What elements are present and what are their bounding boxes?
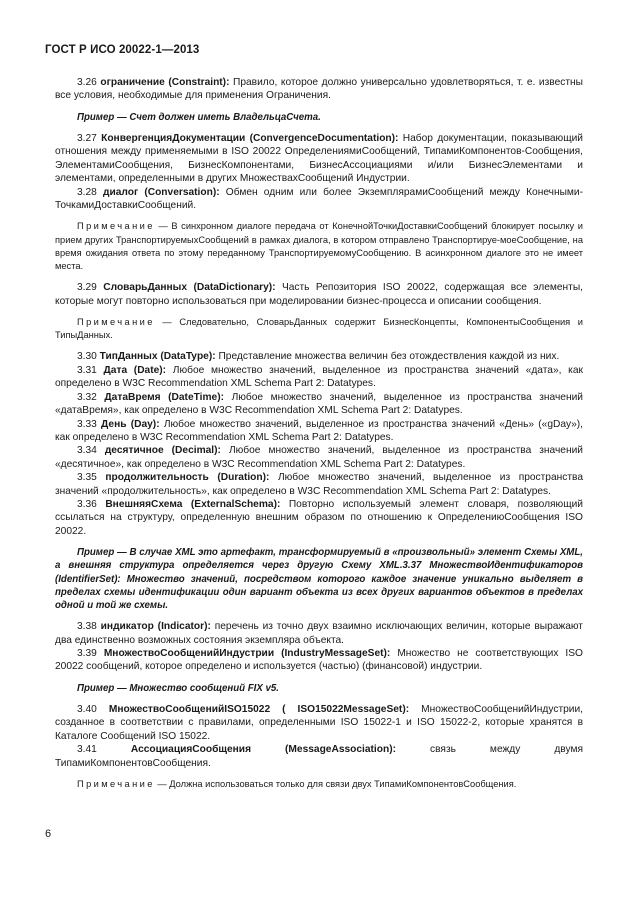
note-label: Примечание [77,221,155,232]
term-day: День (Day): [101,418,160,430]
definition-text: Любое множество значений, выделенное из пространства значений «продолжительность», как определено в W3C Recommendation XML Schema Part 2: Datatypes. [55,472,583,497]
definition-text: Правило, которое должно универсально удовлетворяться, т. е. известны все условия, необходимые для применения Ограничения. [55,77,583,102]
clause-number: 3.41 [77,744,97,756]
term-constraint: ограничение (Constraint): [100,77,230,88]
definition-3-32 [55,391,583,418]
note-message-association [55,778,583,791]
clause-number: 3.29 [77,282,97,294]
term-external-schema: ВнешняяСхема (ExternalSchema): [105,498,281,510]
note-data-dictionary [55,316,583,342]
clause-number: 3.28 [77,186,97,198]
clause-number: 3.27 [77,133,97,145]
definition-3-26 [55,76,583,103]
example-external-schema: Пример — В случае XML это артефакт, трансформируемый в «произвольный» элемент Схемы XML, а внешняя структура определяется через другую Схему XML.3.37 МножествоИдентификаторов (IdentifierSet): Множество значений, посредством которого каждое значение уникально выделяет в пределах схемы идентификации один вариант объекта из всех других вариантов объектов в пределах одной и той же схемы. [55,547,583,611]
note-text: — В синхронном диалоге передача от КонечнойТочкиДоставкиСообщений блокирует посылку и прием других ТранспортируемыхСообщений в рамках диалога, в котором отправлено Транспортируе-моеСообщение, на время ожидания ответа по этому переданному ТранспортируемомуСообщению. В асинхронном диалоге это не имеет места. [55,221,583,272]
definition-3-31 [55,364,583,391]
definition-text: связь между двумя ТипамиКомпонентовСообщения. [55,744,583,769]
term-conversation: диалог (Conversation): [102,186,220,198]
example-constraint: Пример — Счет должен иметь ВладельцаСчета. [77,111,321,123]
note-label: Примечание [77,317,155,328]
definition-text: Представление множества величин без отождествления каждой из них. [218,351,560,363]
definition-3-34 [55,444,583,471]
term-date-time: ДатаВремя (DateTime): [104,391,224,403]
definition-text: Часть Репозитория ISO 20022, содержащая все элементы, которые могут повторно использоваться при моделировании бизнес-процесса и описании сообщения. [55,282,583,307]
definition-text: Любое множество значений, выделенное из пространства значений «День» («gDay»), как определено в W3C Recommendation XML Schema Part 2: Datatypes. [55,418,584,443]
clause-number: 3.31 [77,364,97,376]
page-number: 6 [45,828,52,840]
definition-text: Повторно используемый элемент словаря, позволяющий ссылаться на структуру, определенную внешним образом по отношению к ОпределениюСообщения ISO 20022. [55,498,583,537]
definition-text: перечень из точно двух взаимно исключающих величин, которые выражают два единственно возможных состояния экземпляра объекта. [55,621,583,646]
clause-number: 3.26 [77,77,97,88]
definition-3-28 [55,186,583,213]
term-indicator: индикатор (Indicator): [100,621,211,633]
note-conversation [55,220,583,273]
term-industry-message-set: МножествоСообщенийИндустрии (IndustryMessageSet): [103,648,391,659]
definition-3-33 [55,418,583,445]
clause-number: 3.34 [77,445,97,457]
example-industry-message-set: Пример — Множество сообщений FIX v5. [77,682,279,694]
definition-3-36 [55,498,583,538]
clause-number: 3.40 [77,704,97,716]
term-message-association: АссоциацияСообщения (MessageAssociation): [130,744,396,756]
clause-number: 3.32 [77,391,97,403]
definition-text: Обмен одним или более ЭкземплярамиСообщений между Конечными-ТочкамиДоставкиСообщений. [55,186,583,212]
clause-number: 3.30 [77,351,97,363]
definition-3-38 [55,620,583,647]
definition-3-30 [55,350,583,363]
clause-number: 3.36 [77,498,97,510]
definition-3-40 [55,703,583,743]
definition-3-29 [55,281,583,308]
clause-number: 3.35 [77,472,97,484]
note-label: Примечание [77,779,155,790]
definition-text: Любое множество значений, выделенное из пространства значений «дата», как определено в W3C Recommendation XML Schema Part 2: Datatypes. [55,364,583,390]
definition-3-35 [55,471,583,498]
term-date: Дата (Date): [103,364,167,376]
definition-3-27 [55,132,583,186]
clause-number: 3.33 [77,418,97,430]
definition-text: МножествоСообщенийИндустрии, созданное в соответствии с правилами, определенными ISO 15022-1 и ISO 15022-2, которые хранятся в Каталоге Сообщений ISO 15022. [55,704,583,742]
clause-number: 3.39 [77,648,97,659]
definition-3-41 [55,743,583,770]
definition-text: Любое множество значений, выделенное из пространства значений «датаВремя», как определено в W3C Recommendation XML Schema Part 2: Datatypes. [55,391,583,417]
definition-text: Любое множество значений, выделенное из пространства значений «десятичное», как определено в W3C Recommendation XML Schema Part 2: Datatypes. [55,445,583,470]
term-iso15022-message-set: МножествоСообщенийISO15022 ( ISO15022MessageSet): [108,704,410,716]
term-duration: продолжительность (Duration): [105,472,270,484]
document-body [55,76,583,791]
definition-3-39 [55,647,583,674]
document-header: ГОСТ Р ИСО 20022-1—2013 [45,44,200,56]
term-convergence-documentation: КонвергенцияДокументации (ConvergenceDocumentation): [101,133,399,145]
note-text: — Следовательно, СловарьДанных содержит БизнесКонцепты, КомпонентыСообщения и ТипыДанных. [55,317,583,341]
definition-text: Множество не соответствующих ISO 20022 сообщений, которое определено и используется (частью) (финансовой) индустрии. [55,648,583,673]
note-text: — Должна использоваться только для связи двух ТипамиКомпонентовСообщения. [157,779,517,790]
clause-number: 3.38 [77,621,97,633]
term-decimal: десятичное (Decimal): [104,445,221,457]
term-data-dictionary: СловарьДанных (DataDictionary): [103,282,276,294]
term-data-type: ТипДанных (DataType): [99,351,216,363]
definition-text: Набор документации, показывающий отношения между применяемыми в ISO 20022 ОпределениямиСообщений, ТипамиКомпонентов-Сообщения, ЭлементамиСообщения, БизнесКомпонентами, БизнесАссоциациями и/или БизнесЭлементами и элементами, определенными в других МножествахСообщений Индустрии. [55,133,583,185]
